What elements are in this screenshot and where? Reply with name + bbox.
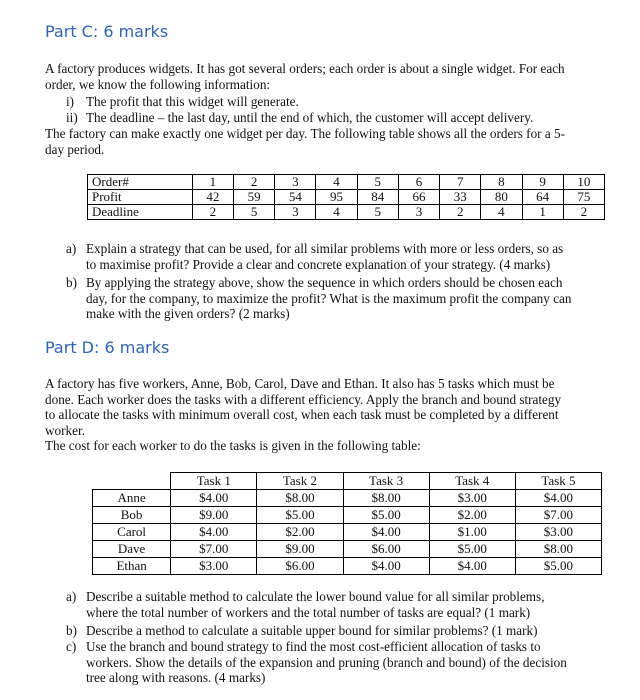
row-label: Order# xyxy=(88,175,193,190)
table-cell: 64 xyxy=(522,190,563,205)
list-marker: b) xyxy=(66,275,77,290)
worker-name: Dave xyxy=(93,541,171,558)
question-a xyxy=(66,241,626,272)
table-row xyxy=(93,541,602,558)
question-b xyxy=(66,623,626,639)
table-cell: $4.00 xyxy=(429,558,515,575)
table-cell: 75 xyxy=(563,190,604,205)
table-cell: 80 xyxy=(481,190,522,205)
table-cell: 2 xyxy=(563,205,604,220)
table-cell: $3.00 xyxy=(171,558,257,575)
table-cell: 10 xyxy=(563,175,604,190)
part-d-intro-line: to allocate the tasks with minimum overall cost, when each task must be completed by a different xyxy=(45,407,559,422)
table-cell: 3 xyxy=(398,205,439,220)
table-row xyxy=(93,507,602,524)
table-row xyxy=(88,175,605,190)
row-label: Profit xyxy=(88,190,193,205)
table-cell: $4.00 xyxy=(171,524,257,541)
part-c-after-line: day period. xyxy=(45,141,105,157)
table-cell: $2.00 xyxy=(257,524,343,541)
list-marker: c) xyxy=(66,639,77,654)
list-marker: b) xyxy=(66,623,77,638)
table-cell: 3 xyxy=(275,175,316,190)
table-row xyxy=(88,190,605,205)
part-c-intro-line: order, we know the following information: xyxy=(45,76,271,92)
table-cell: 7 xyxy=(440,175,481,190)
table-cell: 6 xyxy=(398,175,439,190)
row-label: Deadline xyxy=(88,205,193,220)
table-cell: 4 xyxy=(481,205,522,220)
info-text: The profit that this widget will generate. xyxy=(86,94,299,109)
question-line: By applying the strategy above, show the sequence in which orders should be chosen each xyxy=(86,275,563,290)
table-cell: 33 xyxy=(440,190,481,205)
table-cell: 9 xyxy=(522,175,563,190)
question-a xyxy=(66,589,626,620)
question-line: where the total number of workers and the total number of tasks are equal? (1 mark) xyxy=(86,604,531,620)
table-cell: $4.00 xyxy=(515,490,601,507)
table-cell: 84 xyxy=(357,190,398,205)
part-c-after-line: The factory can make exactly one widget per day. The following table shows all the orders for a 5- xyxy=(45,126,565,141)
table-row xyxy=(93,524,602,541)
table-cell: 1 xyxy=(522,205,563,220)
table-cell: 54 xyxy=(275,190,316,205)
part-d-heading: Part D: 6 marks xyxy=(45,338,170,357)
worker-name: Bob xyxy=(93,507,171,524)
table-cell: 42 xyxy=(192,190,233,205)
table-cell: $3.00 xyxy=(429,490,515,507)
table-cell: $4.00 xyxy=(343,558,429,575)
table-cell: $8.00 xyxy=(257,490,343,507)
table-cell: 5 xyxy=(357,175,398,190)
list-marker: a) xyxy=(66,589,77,604)
question-line: tree along with reasons. (4 marks) xyxy=(86,670,266,685)
worker-name: Carol xyxy=(93,524,171,541)
table-cell: 5 xyxy=(357,205,398,220)
orders-table xyxy=(87,174,605,220)
table-cell: $4.00 xyxy=(343,524,429,541)
table-cell: 66 xyxy=(398,190,439,205)
table-cell: $3.00 xyxy=(515,524,601,541)
part-c-intro xyxy=(45,61,625,92)
table-cell: $9.00 xyxy=(257,541,343,558)
question-line: to maximise profit? Provide a clear and concrete explanation of your strategy. (4 marks) xyxy=(86,256,551,272)
table-cell: 8 xyxy=(481,175,522,190)
list-marker: ii) xyxy=(66,110,78,125)
table-cell: 2 xyxy=(192,205,233,220)
part-d-intro xyxy=(45,376,625,454)
info-item xyxy=(66,110,626,126)
list-marker: a) xyxy=(66,241,77,256)
table-cell: $5.00 xyxy=(343,507,429,524)
table-cell: $5.00 xyxy=(429,541,515,558)
info-text: The deadline – the last day, until the end of which, the customer will accept delivery. xyxy=(86,110,534,125)
question-b xyxy=(66,275,626,322)
worker-name: Ethan xyxy=(93,558,171,575)
table-cell: $8.00 xyxy=(343,490,429,507)
part-d-intro-line: worker. xyxy=(45,422,85,438)
table-cell: $6.00 xyxy=(343,541,429,558)
table-cell: $7.00 xyxy=(171,541,257,558)
table-cell: 2 xyxy=(440,205,481,220)
part-d-intro-line: The cost for each worker to do the tasks is given in the following table: xyxy=(45,438,421,453)
part-d-intro-line: done. Each worker does the tasks with a different efficiency. Apply the branch and bound strategy xyxy=(45,391,562,407)
table-cell: $5.00 xyxy=(257,507,343,524)
table-row xyxy=(93,490,602,507)
column-header: Task 5 xyxy=(515,473,601,490)
part-c-after xyxy=(45,126,625,157)
question-line: Explain a strategy that can be used, for all similar problems with more or less orders, so as xyxy=(86,241,564,256)
table-cell: $7.00 xyxy=(515,507,601,524)
list-marker: i) xyxy=(66,94,75,109)
info-item xyxy=(66,94,626,110)
column-header: Task 2 xyxy=(257,473,343,490)
empty-corner xyxy=(93,473,171,490)
worker-name: Anne xyxy=(93,490,171,507)
question-line: make with the given orders? (2 marks) xyxy=(86,306,290,321)
table-cell: $1.00 xyxy=(429,524,515,541)
table-cell: $4.00 xyxy=(171,490,257,507)
column-header: Task 1 xyxy=(171,473,257,490)
table-header-row xyxy=(93,473,602,490)
column-header: Task 4 xyxy=(429,473,515,490)
question-line: Describe a method to calculate a suitable upper bound for similar problems? (1 mark) xyxy=(86,623,538,638)
question-line: day, for the company, to maximize the profit? What is the maximum profit the company can xyxy=(86,290,572,306)
table-cell: 95 xyxy=(316,190,357,205)
table-cell: $8.00 xyxy=(515,541,601,558)
part-c-heading: Part C: 6 marks xyxy=(45,22,169,41)
question-line: Use the branch and bound strategy to find the most cost-efficient allocation of tasks to xyxy=(86,639,541,654)
table-cell: $9.00 xyxy=(171,507,257,524)
cost-table xyxy=(92,472,602,575)
table-cell: 5 xyxy=(234,205,275,220)
table-cell: $5.00 xyxy=(515,558,601,575)
part-c-intro-line: A factory produces widgets. It has got several orders; each order is about a single widget. For each xyxy=(45,61,565,76)
table-row xyxy=(93,558,602,575)
column-header: Task 3 xyxy=(343,473,429,490)
table-cell: 4 xyxy=(316,175,357,190)
table-row xyxy=(88,205,605,220)
table-cell: $2.00 xyxy=(429,507,515,524)
table-cell: 4 xyxy=(316,205,357,220)
question-c xyxy=(66,639,626,686)
part-d-intro-line: A factory has five workers, Anne, Bob, Carol, Dave and Ethan. It also has 5 tasks which must be xyxy=(45,376,555,391)
question-line: workers. Show the details of the expansion and pruning (branch and bound) of the decision xyxy=(86,654,567,670)
table-cell: 3 xyxy=(275,205,316,220)
table-cell: $6.00 xyxy=(257,558,343,575)
table-cell: 1 xyxy=(192,175,233,190)
table-cell: 2 xyxy=(234,175,275,190)
table-cell: 59 xyxy=(234,190,275,205)
question-line: Describe a suitable method to calculate the lower bound value for all similar problems, xyxy=(86,589,545,604)
